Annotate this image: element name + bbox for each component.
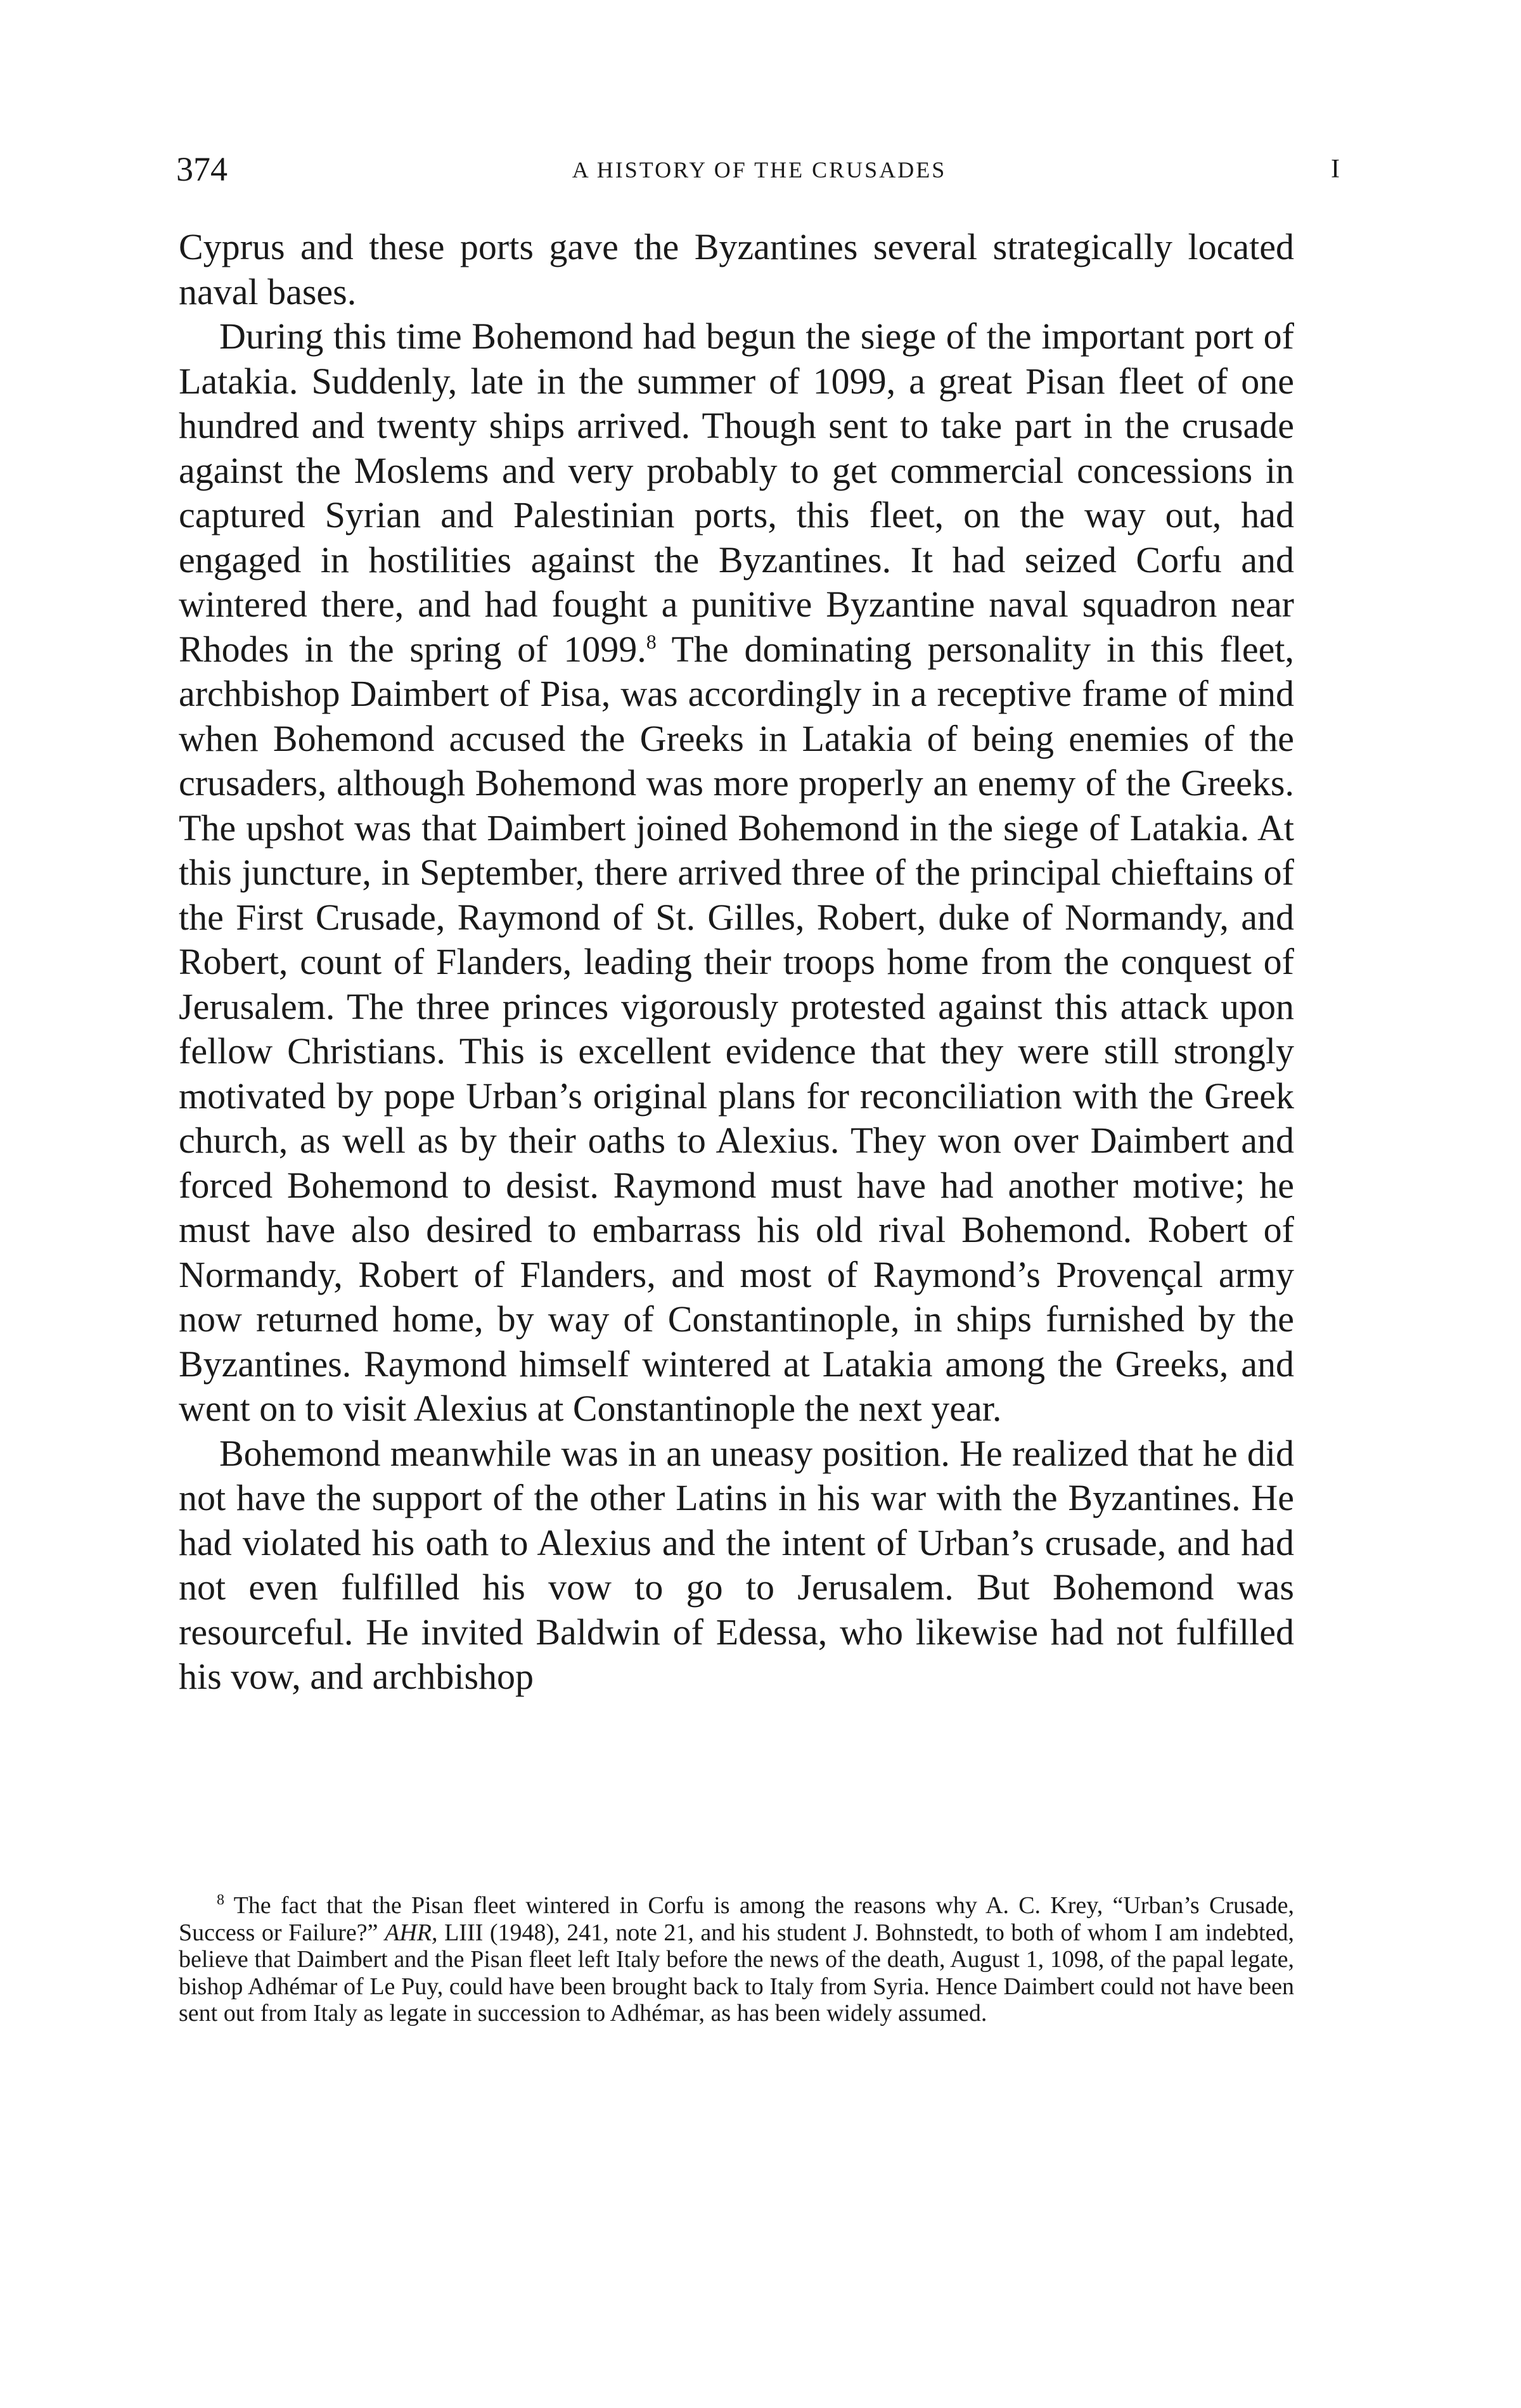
paragraph-2-text-after-note: The dominating personality in this fleet, archbishop Daimbert of Pisa, was accordingly in a receptive frame of mind when Bohemond accused the Greeks in Latakia of being enemies of the crusaders, although Bohemond was more properly an enemy of the Greeks. The upshot was that Daimbert joined Bohemond in the siege of Latakia. At this juncture, in September, there arrived three of the principal chieftains of the First Crusade, Raymond of St. Gilles, Robert, duke of Normandy, and Robert, count of Flanders, leading their troops home from the conquest of Jerusalem. The three princes vigorously protested against this attack upon fellow Christians. This is excellent evidence that they were still strongly motivated by pope Urban’s original plans for reconciliation with the Greek church, as well as by their oaths to Alexius. They won over Daimbert and forced Bohemond to desist. Raymond must have had another motive; he must have also desired to embarrass his old rival Bohemond. Robert of Normandy, Robert of Flanders, and most of Raymond’s Provençal army now returned home, by way of Constantinople, in ships furnished by the Byzantines. Raymond himself wintered at Latakia among the Greeks, and went on to visit Alexius at Constantinople the next year. xyxy=(179,628,1294,1429)
body-text xyxy=(179,225,1294,1700)
paragraph-2 xyxy=(179,314,1294,1431)
footnote-text-after-journal: LIII (1948), 241, note 21, and his student J. Bohnstedt, to both of whom I am indebted, believe that Daimbert and the Pisan fleet left Italy before the news of the death, August 1, 1098, of the papal legate, bishop Adhémar of Le Puy, could have been brought back to Italy from Syria. Hence Daimbert could not have been sent out from Italy as legate in succession to Adhémar, as has been widely assumed. xyxy=(179,1919,1294,2027)
footnote-journal: AHR, xyxy=(385,1919,438,1946)
footnote-text-before-journal: The fact that the Pisan fleet wintered in Corfu is among the reasons why A. C. Krey, “Urban’s Crusade, Success or Failure?” xyxy=(179,1892,1294,1946)
running-head xyxy=(176,147,1342,191)
paragraph-1: Cyprus and these ports gave the Byzantines several strategically located naval bases. xyxy=(179,226,1294,312)
section-mark: I xyxy=(1331,155,1340,184)
footnote xyxy=(179,1892,1294,2027)
paragraph-2-text-before-note: During this time Bohemond had begun the siege of the important port of Latakia. Suddenly, late in the summer of 1099, a great Pisan fleet of one hundred and twenty ships arrived. Though sent to take part in the crusade against the Moslems and very probably to get commercial concessions in captured Syrian and Palestinian ports, this fleet, on the way out, had engaged in hostilities against the Byzantines. It had seized Corfu and wintered there, and had fought a punitive Byzantine naval squadron near Rhodes in the spring of 1099. xyxy=(179,316,1294,670)
footnote-reference[interactable]: 8 xyxy=(646,630,657,653)
paragraph-3: Bohemond meanwhile was in an uneasy position. He realized that he did not have the support of the other Latins in his war with the Byzantines. He had violated his oath to Alexius and the intent of Urban’s crusade, and had not even fulfilled his vow to go to Jerusalem. But Bohemond was resourceful. He invited Baldwin of Edessa, who likewise had not fulfilled his vow, and archbishop xyxy=(179,1432,1294,1697)
page-number: 374 xyxy=(176,150,228,188)
footnote-mark: 8 xyxy=(217,1892,224,1909)
running-title: A HISTORY OF THE CRUSADES xyxy=(572,157,947,183)
